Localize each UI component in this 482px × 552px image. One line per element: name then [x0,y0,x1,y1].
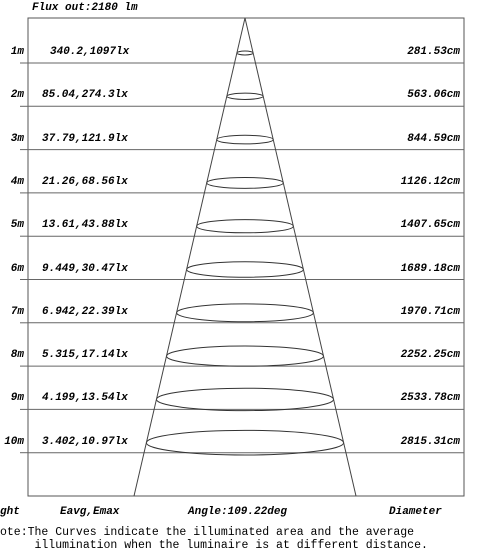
row-height-label: 1m [10,46,24,58]
illumination-ellipse [197,220,294,233]
row-eavg-emax-value: 340.2,1097lx [50,46,130,58]
row-diameter-value: 1407.65cm [400,219,460,232]
height-column-label: ght [0,506,20,518]
row-height-label: 7m [10,305,24,318]
row-diameter-value: 1970.71cm [400,305,460,318]
illumination-ellipse [207,177,284,188]
row-eavg-emax-value: 4.199,13.54lx [42,392,128,405]
diameter-column-label: Diameter [389,506,442,518]
cone-right-edge [245,18,356,496]
row-eavg-emax-value: 9.449,30.47lx [42,262,128,275]
illumination-ellipse [217,135,273,144]
illumination-ellipse [227,93,263,99]
illumination-ellipse [177,304,314,322]
row-height-label: 4m [10,175,24,188]
row-diameter-value: 2533.78cm [400,392,460,405]
row-diameter-value: 281.53cm [407,46,460,58]
illumination-ellipse [146,430,343,455]
row-eavg-emax-value: 5.315,17.14lx [42,349,128,362]
row-eavg-emax-value: 21.26,68.56lx [42,175,128,188]
row-height-label: 8m [10,349,24,362]
beam-angle-label: Angle:109.22deg [188,506,288,518]
row-eavg-emax-value: 37.79,121.9lx [42,132,128,145]
row-eavg-emax-value: 6.942,22.39lx [42,305,128,318]
row-height-label: 2m [10,89,24,102]
illumination-ellipse [187,262,304,278]
row-height-label: 10m [4,435,24,448]
row-diameter-value: 2252.25cm [400,349,460,362]
flux-out-label: Flux out:2180 lm [32,2,138,14]
row-eavg-emax-value: 3.402,10.97lx [42,435,128,448]
row-height-label: 5m [10,219,24,232]
illumination-ellipses [146,51,343,455]
illumination-ellipse [166,346,323,366]
row-diameter-value: 2815.31cm [400,435,460,448]
row-diameter-value: 1126.12cm [400,175,460,188]
row-diameter-value: 1689.18cm [400,262,460,275]
row-height-label: 6m [10,262,24,275]
row-height-label: 9m [10,392,24,405]
illumination-ellipse [237,51,253,55]
chart-note [0,526,428,552]
row-eavg-emax-value: 85.04,274.3lx [42,89,128,102]
row-height-label: 3m [10,132,24,145]
row-diameter-value: 844.59cm [407,132,460,145]
note-line-2: illumination when the luminaire is at different distance. [0,539,428,552]
note-line-1: ote:The Curves indicate the illuminated area and the average [0,526,415,539]
cone-left-edge [134,18,245,496]
row-eavg-emax-value: 13.61,43.88lx [42,219,128,232]
eavg-emax-column-label: Eavg,Emax [60,506,120,518]
illumination-ellipse [156,388,333,410]
row-diameter-value: 563.06cm [407,89,460,102]
